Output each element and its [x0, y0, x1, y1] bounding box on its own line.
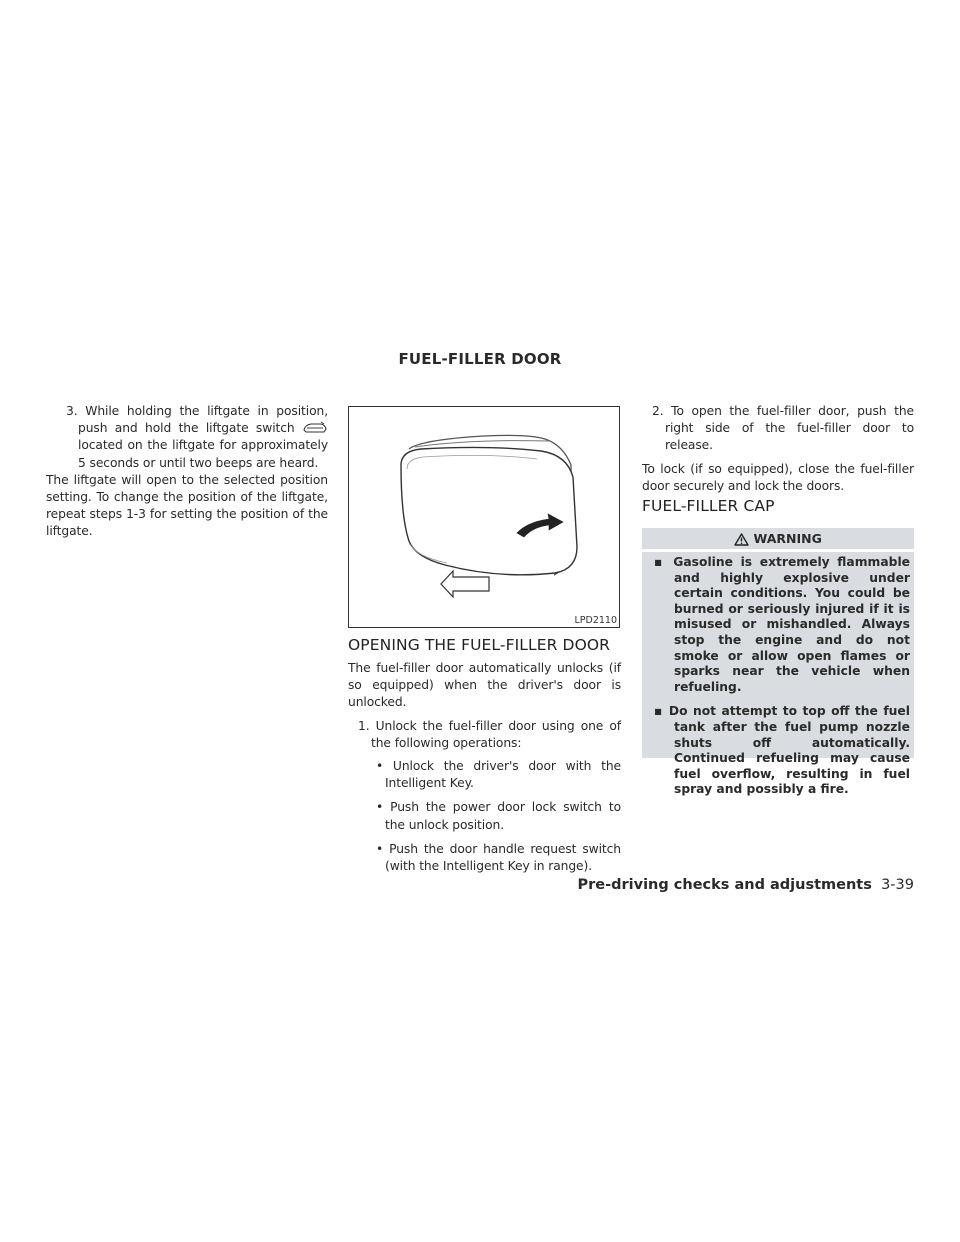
unlock-option: • Push the door handle request switch (with the Intelligent Key in range). — [376, 841, 621, 874]
page-number: 3-39 — [881, 877, 914, 893]
step-3 — [46, 403, 328, 472]
warning-icon — [734, 533, 749, 546]
warning-box — [642, 552, 914, 797]
step-3-number: 3. — [66, 404, 78, 418]
figure-code: LPD2110 — [574, 615, 617, 626]
left-column — [46, 403, 328, 541]
warning-label: WARNING — [753, 531, 822, 546]
liftgate-switch-icon — [302, 421, 328, 435]
unlock-option: • Push the power door lock switch to the unlock position. — [376, 800, 621, 832]
right-column — [642, 403, 914, 495]
warning-item: ▪ Do not attempt to top off the fuel tank after the fuel pump nozzle shuts off automatically. Continued refueling may cause fuel overflow, resulting in fuel spray and possibly a fire. — [654, 704, 910, 797]
section-title: FUEL-FILLER DOOR — [398, 350, 562, 368]
step-2: 2. To open the fuel-filler door, push the right side of the fuel-filler door to release. — [652, 404, 914, 453]
fuel-door-illustration — [349, 407, 619, 627]
fuel-door-figure — [348, 406, 620, 628]
warning-header — [642, 528, 914, 549]
middle-column — [348, 660, 621, 882]
liftgate-paragraph: The liftgate will open to the selected position setting. To change the position of the liftgate, repeat steps 1-3 for setting the position of the liftgate. — [46, 472, 328, 539]
step-1: 1. Unlock the fuel-filler door using one of the following operations: — [358, 718, 621, 750]
page-footer — [578, 877, 915, 893]
unlock-options-list — [348, 758, 621, 875]
warning-item: ▪ Gasoline is extremely flammable and highly explosive under certain conditions. You could be burned or seriously injured if it is misused or mishandled. Always stop the engine and do not smoke or allow open flames or sparks near the vehicle when refueling. — [654, 555, 910, 694]
unlock-option: • Unlock the driver's door with the Intelligent Key. — [376, 759, 621, 791]
opening-intro: The fuel-filler door automatically unlocks (if so equipped) when the driver's door is unlocked. — [348, 661, 621, 710]
fuel-door-panel — [401, 447, 577, 574]
lock-paragraph: To lock (if so equipped), close the fuel-filler door securely and lock the doors. — [642, 461, 914, 493]
opening-heading: OPENING THE FUEL-FILLER DOOR — [348, 636, 611, 654]
step-3-text-a: While holding the liftgate in position, push and hold the liftgate switch — [78, 404, 328, 436]
step-3-text-b: located on the liftgate for approximately 5 seconds or until two beeps are heard. — [78, 438, 328, 470]
direction-arrow-icon — [441, 571, 489, 597]
fuel-cap-heading: FUEL-FILLER CAP — [642, 497, 775, 515]
chapter-title: Pre-driving checks and adjustments — [577, 877, 872, 893]
